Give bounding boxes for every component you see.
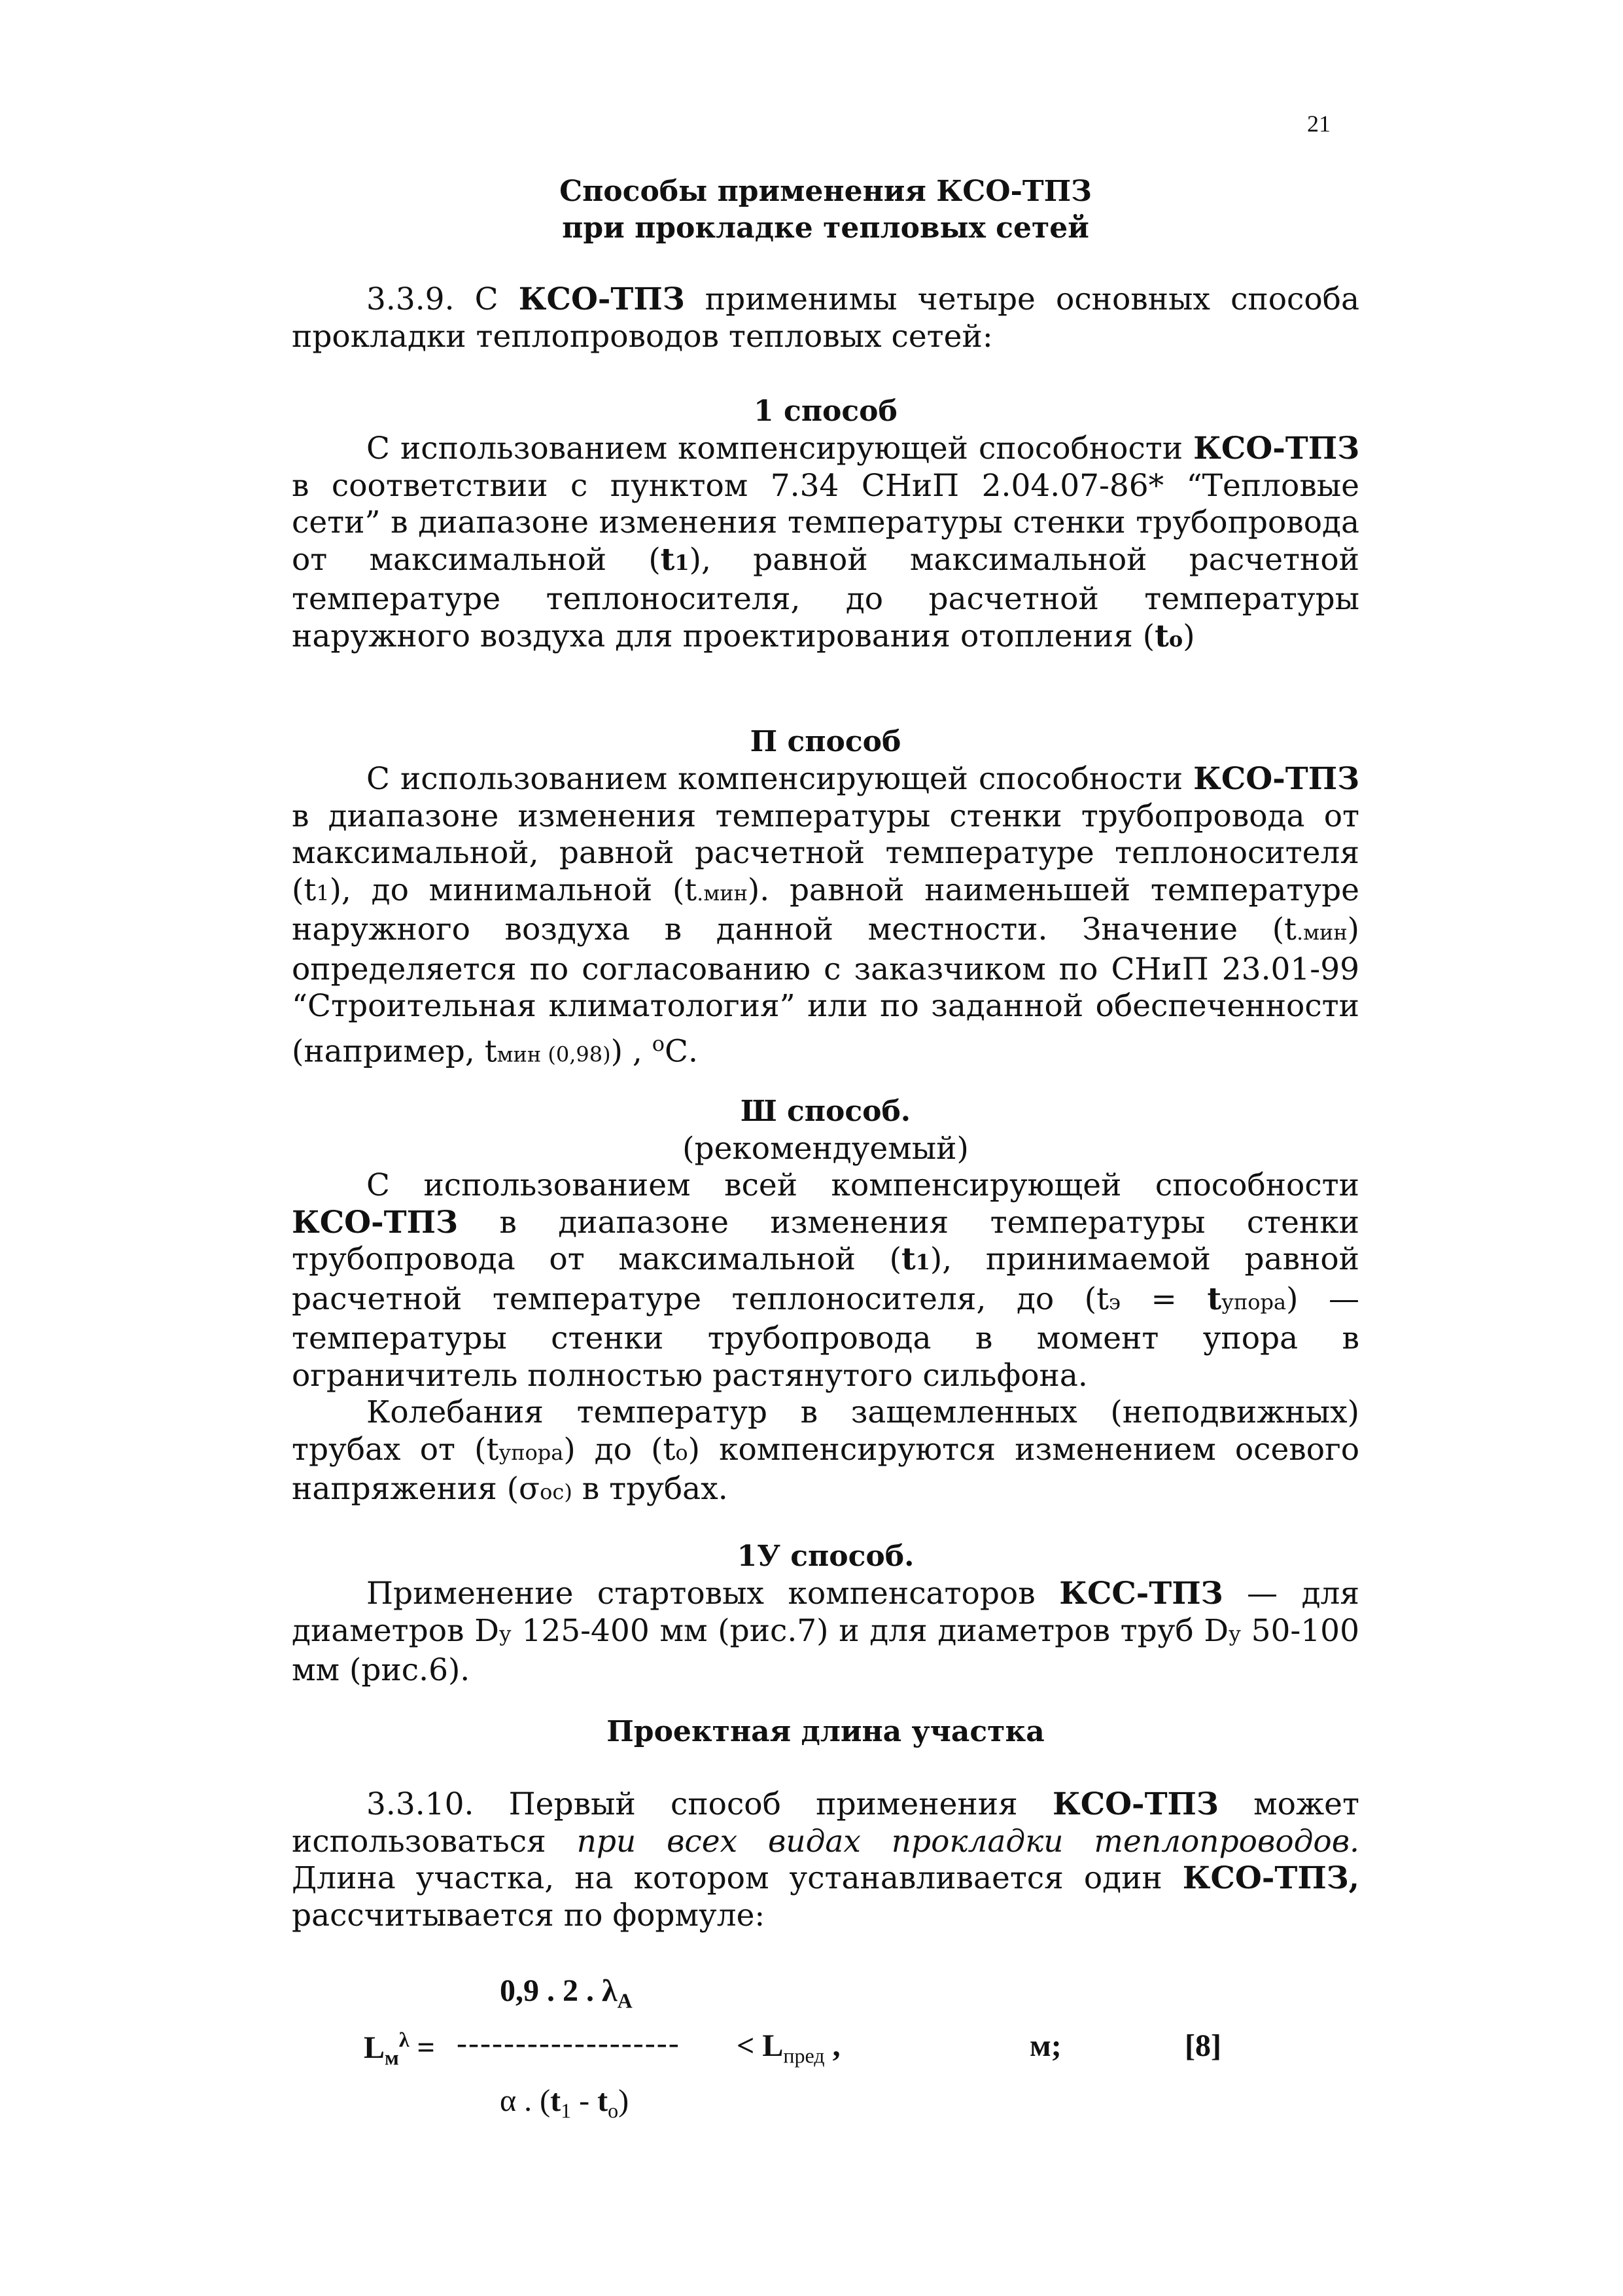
m1-b3: t	[1155, 618, 1169, 654]
page-title	[292, 173, 1359, 247]
m3-t4: =	[1120, 1280, 1208, 1317]
m2-t1: С использованием компенсирующей способности	[366, 761, 1194, 797]
m1-t4: )	[1183, 618, 1195, 654]
m1-t1: С использованием компенсирующей способности	[366, 431, 1194, 467]
formula-unit: м;	[1030, 2028, 1062, 2063]
intro-paragraph	[292, 281, 1359, 355]
formula-equals: =	[409, 2030, 435, 2065]
formula-numerator	[500, 1973, 633, 2013]
m3-t1: С использованием всей компенсирующей способности	[366, 1167, 1359, 1203]
formula-lhs-sup: λ	[398, 2028, 410, 2051]
formula-lhs-text: L	[364, 2030, 385, 2065]
intro-prefix: 3.3.9. С	[366, 281, 519, 317]
m2-s5: o	[652, 1031, 665, 1056]
title-line-1: Способы применения КСО-ТПЗ	[559, 175, 1092, 208]
m3-p2-t3: ) компенсируются изменением осевого напряжения (σ	[292, 1431, 1359, 1507]
formula-lt-text: < L	[737, 2028, 784, 2063]
m4-t4: 50-100 мм (рис.6).	[292, 1612, 1359, 1688]
m4-s2: у	[1229, 1621, 1241, 1646]
m3-s2: 1	[915, 1250, 930, 1275]
intro-suffix: применимы четыре основных способа прокладки теплопроводов тепловых сетей:	[292, 281, 1359, 355]
m3-s4: упора	[1221, 1289, 1287, 1315]
s2-i1: при всех видах прокладки теплопроводов.	[576, 1823, 1359, 1860]
formula-lt-tail: ,	[824, 2028, 841, 2063]
m3-b2: t	[901, 1241, 916, 1277]
m2-s3: .мин	[1296, 920, 1348, 945]
m3-t3: ), принимаемой равной расчетной температуре теплоносителя, до (t	[292, 1241, 1359, 1317]
m1-t2: в соответствии с пунктом 7.34 СНиП 2.04.07-86* “Тепловые сети” в диапазоне изменения температуры стенки трубопровода от максимальной (	[292, 467, 1359, 578]
section-2	[292, 1713, 1359, 1934]
m1-s2: 1	[674, 550, 689, 575]
method-1-heading: 1 способ	[754, 395, 898, 428]
intro-bold: КСО-ТПЗ	[518, 281, 685, 317]
m2-t5: ) определяется по согласованию с заказчиком по СНиП 23.01-99 “Строительная климатология” или по заданной обеспеченности (например, t	[292, 911, 1359, 1070]
m4-t2: — для диаметров D	[292, 1576, 1360, 1649]
m2-t7: С.	[665, 1033, 698, 1070]
m1-t3: ), равной максимальной расчетной температуре теплоносителя, до расчетной температуры наружного воздуха для проектирования отопления (	[292, 541, 1359, 654]
formula-den-b1: t	[550, 2083, 561, 2118]
m2-t2: в диапазоне изменения температуры стенки трубопровода от максимальной, равной расчетной температуре теплоносителя (t	[292, 798, 1359, 908]
s2-t2: может использоваться	[292, 1786, 1359, 1860]
method-3-text	[292, 1167, 1359, 1394]
method-4	[292, 1538, 1359, 1689]
method-4-heading: 1У способ.	[737, 1540, 915, 1573]
m2-t3: ), до минимальной (t	[329, 872, 697, 908]
m3-p2-t1: Колебания температур в защемленных (неподвижных) трубах от (t	[292, 1394, 1359, 1468]
formula-fraction-line: -------------------	[457, 2026, 680, 2060]
formula-den-alpha: α	[500, 2083, 517, 2118]
m3-t2: в диапазоне изменения температуры стенки трубопровода от максимальной (	[292, 1204, 1359, 1277]
s2-t1: 3.3.10. Первый способ применения	[366, 1786, 1053, 1822]
formula-den-t2: -	[571, 2083, 598, 2118]
formula-numerator-sub: A	[617, 1988, 633, 2013]
m2-t4: ). равной наименьшей температуре наружного воздуха в данной местности. Значение (t	[292, 872, 1359, 947]
method-4-text	[292, 1576, 1359, 1689]
m2-t6: ) ,	[610, 1033, 652, 1070]
m1-b2: t	[660, 541, 675, 578]
section-2-heading: Проектная длина участка	[606, 1715, 1045, 1748]
method-3-text-2	[292, 1394, 1359, 1511]
formula-den-b2: t	[597, 2083, 608, 2118]
method-2	[292, 723, 1359, 1073]
formula-8	[292, 1973, 1359, 2136]
s2-t4: рассчитывается по формуле:	[292, 1897, 765, 1934]
formula-den-t1: . (	[516, 2083, 551, 2118]
formula-limit	[737, 2028, 841, 2068]
s2-b2: КСО-ТПЗ,	[1182, 1860, 1359, 1896]
m4-t3: 125-400 мм (рис.7) и для диаметров труб D	[511, 1612, 1229, 1649]
m3-p2-s1: упора	[498, 1439, 564, 1465]
method-3-subheading: (рекомендуемый)	[682, 1131, 969, 1167]
section-2-text	[292, 1786, 1359, 1934]
formula-lt-sub: пред	[783, 2043, 825, 2068]
m2-s2: .мин	[697, 880, 748, 906]
m1-s3: o	[1168, 626, 1183, 652]
s2-b1: КСО-ТПЗ	[1052, 1786, 1219, 1822]
method-3-heading: Ш способ.	[740, 1095, 911, 1128]
m4-s1: у	[498, 1621, 512, 1646]
m3-p2-t2: ) до (t	[563, 1431, 676, 1468]
m3-b4: t	[1207, 1280, 1222, 1317]
m2-b1: КСО-ТПЗ	[1193, 761, 1359, 797]
m3-b1: КСО-ТПЗ	[292, 1204, 458, 1241]
m1-b1: КСО-ТПЗ	[1193, 431, 1359, 467]
method-3	[292, 1093, 1359, 1511]
m3-s3: э	[1108, 1289, 1121, 1315]
formula-equation-number: [8]	[1185, 2028, 1221, 2063]
formula-numerator-text: 0,9 . 2 . λ	[500, 1973, 618, 2008]
m2-s1: 1	[316, 880, 330, 906]
method-2-heading: П способ	[750, 725, 901, 758]
method-1-text	[292, 431, 1359, 658]
s2-t3: Длина участка, на котором устанавливается один	[292, 1860, 1183, 1896]
formula-den-s1: 1	[561, 2098, 572, 2123]
formula-den-t3: )	[618, 2083, 629, 2118]
m3-p2-s3: ос)	[540, 1479, 572, 1504]
page-number: 21	[1307, 111, 1331, 137]
formula-lhs	[364, 2028, 435, 2070]
m3-t5: ) — температуры стенки трубопровода в момент упора в ограничитель полностью растянутого сильфона.	[292, 1280, 1359, 1394]
m3-p2-s2: o	[675, 1439, 688, 1465]
m4-b1: КСС-ТПЗ	[1059, 1576, 1223, 1612]
title-line-2: при прокладке тепловых сетей	[562, 211, 1089, 245]
formula-den-s2: o	[608, 2098, 619, 2123]
m2-s4: мин (0,98)	[497, 1042, 611, 1067]
formula-denominator	[500, 2083, 629, 2123]
m4-t1: Применение стартовых компенсаторов	[366, 1576, 1060, 1612]
method-2-text	[292, 761, 1359, 1073]
m3-p2-t4: в трубах.	[572, 1471, 728, 1507]
method-1	[292, 393, 1359, 658]
formula-lhs-sub: м	[385, 2045, 399, 2070]
